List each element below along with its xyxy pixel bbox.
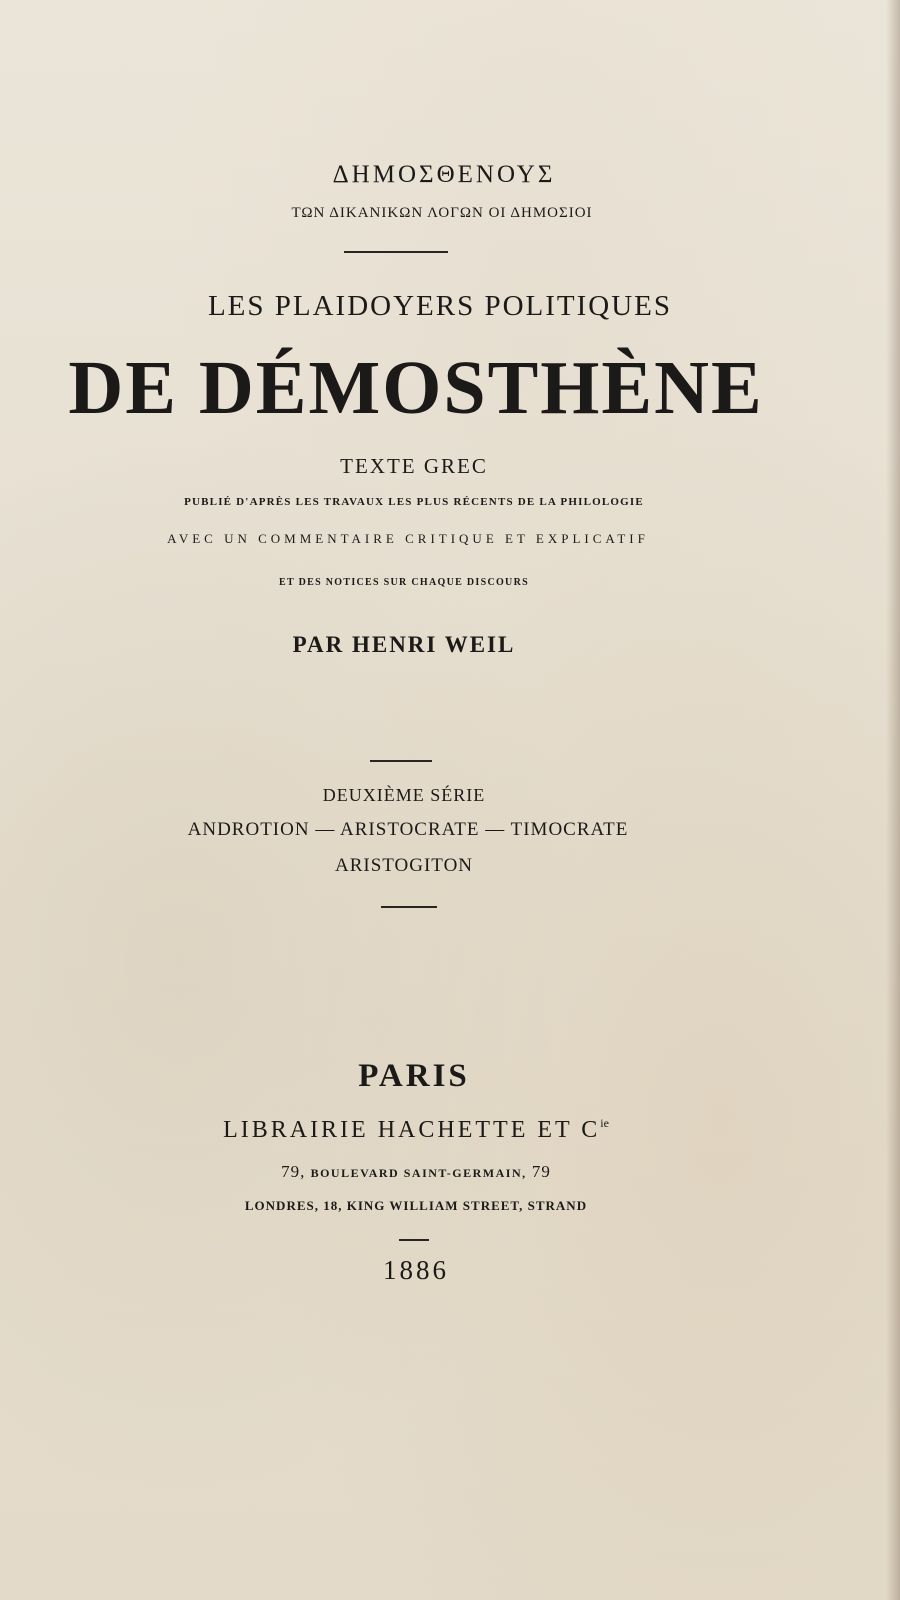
divider-rule-2 xyxy=(370,760,432,762)
greek-subtitle: ΤΩΝ ΔΙΚΑΝΙΚΩΝ ΛΟΓΩΝ ΟΙ ΔΗΜΟΣΙΟΙ xyxy=(291,205,593,221)
city-line: PARIS xyxy=(358,1058,470,1094)
address-number-2: 79 xyxy=(531,1162,551,1181)
publisher-name: LIBRAIRIE HACHETTE ET C xyxy=(223,1117,601,1143)
address-street: BOULEVARD SAINT-GERMAIN, xyxy=(310,1166,527,1180)
address-line xyxy=(0,1163,866,1180)
speeches-line-2: ARISTOGITON xyxy=(334,855,474,876)
title-line-1: LES PLAIDOYERS POLITIQUES xyxy=(207,290,673,322)
publisher-line xyxy=(0,1117,866,1142)
commentaire-line: AVEC UN COMMENTAIRE CRITIQUE ET EXPLICATIF xyxy=(167,531,649,546)
texte-grec-line: TEXTE GREC xyxy=(340,454,488,478)
publisher-superscript: ie xyxy=(600,1116,609,1130)
speeches-line-1: ANDROTION — ARISTOCRATE — TIMOCRATE xyxy=(187,819,629,840)
address-number-1: 79, xyxy=(281,1162,306,1181)
divider-rule-4 xyxy=(399,1239,429,1241)
london-line: LONDRES, 18, KING WILLIAM STREET, STRAND xyxy=(244,1198,588,1213)
notices-line: ET DES NOTICES SUR CHAQUE DISCOURS xyxy=(279,577,529,588)
publie-line: PUBLIÉ D'APRÈS LES TRAVAUX LES PLUS RÉCENTS DE LA PHILOLOGIE xyxy=(184,496,644,508)
page-binding-shadow xyxy=(886,0,900,1600)
title-line-2: DE DÉMOSTHÈNE xyxy=(68,346,764,430)
divider-rule-3 xyxy=(381,906,437,908)
series-line: DEUXIÈME SÉRIE xyxy=(322,785,486,805)
year-line: 1886 xyxy=(383,1255,449,1285)
author-line: PAR HENRI WEIL xyxy=(292,632,516,657)
greek-author: ΔΗΜΟΣΘΕΝΟΥΣ xyxy=(332,161,556,188)
divider-rule-1 xyxy=(344,251,448,253)
